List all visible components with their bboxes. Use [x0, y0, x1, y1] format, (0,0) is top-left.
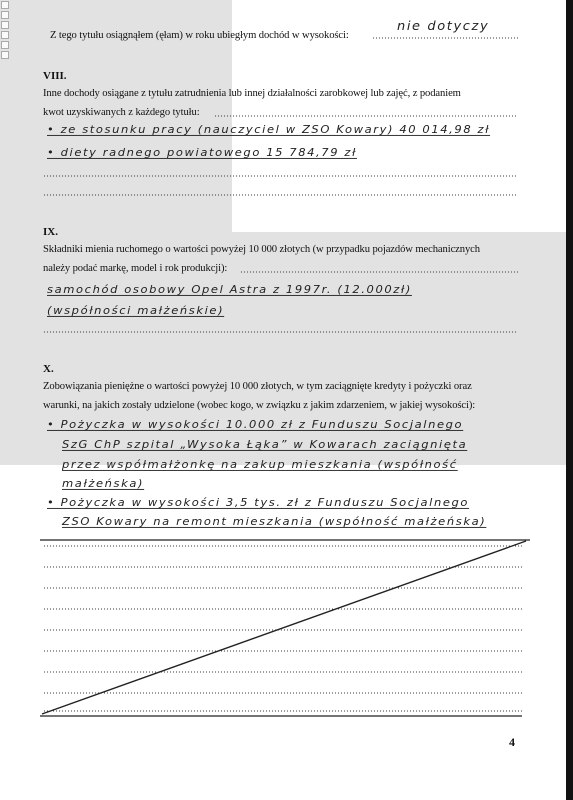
- section-ix-entry-2: (współności małżeńskie): [47, 304, 225, 317]
- section-ix-text-line2: należy podać markę, model i rok produkcji):: [43, 263, 228, 274]
- section-viii-entry-1: • ze stosunku pracy (nauczyciel w ZSO Kowary) 40 014,98 zł: [47, 123, 491, 136]
- section-viii-entry-2: • diety radnego powiatowego 15 784,79 zł: [47, 146, 357, 159]
- section-ix-text-line1: Składniki mienia ruchomego o wartości powyżej 10 000 złotych (w przypadku pojazdów mechanicznych: [43, 244, 480, 255]
- section-viii-text-line2: kwot uzyskiwanych z każdego tytułu:: [43, 107, 200, 118]
- section-viii-text-line1: Inne dochody osiągane z tytułu zatrudnienia lub innej działalności zarobkowej lub zajęć, z podaniem: [43, 88, 461, 99]
- section-x-entry-6: ZSO Kowary na remont mieszkania (współność małżeńska): [62, 515, 487, 528]
- section-x-entry-3: przez współmałżonkę na zakup mieszkania (współność: [62, 458, 458, 471]
- section-x-entry-5: • Pożyczka w wysokości 3,5 tys. zł z Funduszu Socjalnego: [47, 496, 470, 509]
- section-x-entry-4: małżeńska): [62, 477, 145, 490]
- income-handwritten-value: nie dotyczy: [397, 20, 490, 34]
- section-ix-entry-1: samochód osobowy Opel Astra z 1997r. (12.000zł): [47, 283, 412, 296]
- section-x-heading: X.: [43, 363, 54, 375]
- section-x-text-line1: Zobowiązania pieniężne o wartości powyżej 10 000 złotych, w tym zaciągnięte kredyty i pożyczki oraz: [43, 381, 472, 392]
- section-viii-heading: VIII.: [43, 70, 67, 82]
- section-x-text-line2: warunki, na jakich zostały udzielone (wobec kogo, w związku z jakim zdarzeniem, w jakiej wysokości):: [43, 400, 476, 411]
- section-x-entry-1: • Pożyczka w wysokości 10.000 zł z Funduszu Socjalnego: [47, 418, 464, 431]
- page-number: 4: [509, 735, 515, 749]
- section-ix-heading: IX.: [43, 226, 58, 238]
- section-x-entry-2: SzG ChP szpital „Wysoka Łąka” w Kowarach zaciągnięta: [62, 438, 468, 451]
- income-label: Z tego tytułu osiągnąłem (ęłam) w roku ubiegłym dochód w wysokości:: [50, 30, 349, 41]
